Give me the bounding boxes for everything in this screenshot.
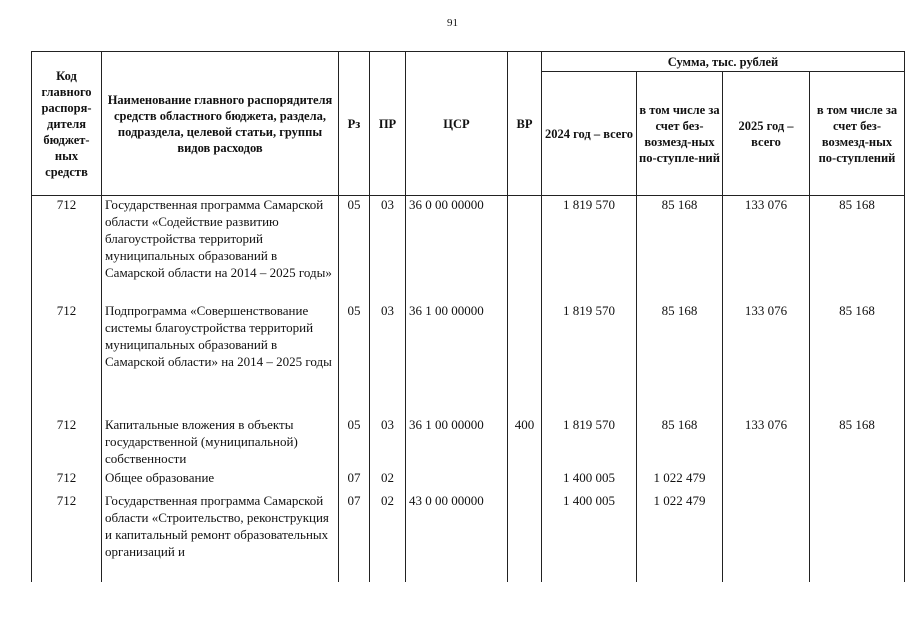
cell-rz: 05 <box>339 416 370 469</box>
cell-2025-free <box>810 492 905 582</box>
cell-vr <box>508 492 542 582</box>
cell-2025-free: 85 168 <box>810 302 905 416</box>
cell-pr: 03 <box>370 416 406 469</box>
cell-2024-total: 1 819 570 <box>542 196 637 302</box>
cell-code: 712 <box>32 469 102 492</box>
cell-csr: 43 0 00 00000 <box>406 492 508 582</box>
cell-2025-free <box>810 469 905 492</box>
cell-pr: 03 <box>370 302 406 416</box>
cell-csr: 36 0 00 00000 <box>406 196 508 302</box>
cell-rz: 07 <box>339 492 370 582</box>
page-number: 91 <box>447 17 458 29</box>
header-2024-free: в том числе за счет без-возмезд-ных по-ступле-ний <box>637 72 723 196</box>
cell-csr: 36 1 00 00000 <box>406 416 508 469</box>
header-pr: ПР <box>370 52 406 196</box>
cell-2024-free: 85 168 <box>637 196 723 302</box>
cell-name: Государственная программа Самарской области «Строительство, реконструкция и капитальный ремонт образовательных организаций и <box>102 492 339 582</box>
cell-code: 712 <box>32 416 102 469</box>
budget-table <box>31 51 905 582</box>
cell-2024-total: 1 400 005 <box>542 492 637 582</box>
cell-rz: 05 <box>339 196 370 302</box>
cell-name: Подпрограмма «Совершенствование системы благоустройства территорий муниципальных образований в Самарской области» на 2014 – 2025 годы <box>102 302 339 416</box>
cell-2025-free: 85 168 <box>810 416 905 469</box>
cell-csr <box>406 469 508 492</box>
header-rz: Рз <box>339 52 370 196</box>
cell-code: 712 <box>32 302 102 416</box>
cell-2024-free: 85 168 <box>637 302 723 416</box>
cell-2025-total: 133 076 <box>723 196 810 302</box>
cell-2025-free: 85 168 <box>810 196 905 302</box>
cell-name: Капитальные вложения в объекты государственной (муниципальной) собственности <box>102 416 339 469</box>
cell-vr: 400 <box>508 416 542 469</box>
cell-2024-total: 1 819 570 <box>542 416 637 469</box>
cell-pr: 02 <box>370 469 406 492</box>
header-2024-total: 2024 год – всего <box>542 72 637 196</box>
cell-2025-total: 133 076 <box>723 302 810 416</box>
table-row <box>32 469 905 492</box>
cell-vr <box>508 302 542 416</box>
header-sum-group: Сумма, тыс. рублей <box>542 52 905 72</box>
header-name: Наименование главного распорядителя средств областного бюджета, раздела, подраздела, целевой статьи, группы видов расходов <box>102 52 339 196</box>
cell-vr <box>508 196 542 302</box>
header-csr: ЦСР <box>406 52 508 196</box>
table-header <box>32 52 905 196</box>
cell-2024-free: 1 022 479 <box>637 492 723 582</box>
cell-code: 712 <box>32 492 102 582</box>
cell-rz: 05 <box>339 302 370 416</box>
cell-csr: 36 1 00 00000 <box>406 302 508 416</box>
header-2025-total: 2025 год – всего <box>723 72 810 196</box>
header-2025-free: в том числе за счет без-возмезд-ных по-ступлений <box>810 72 905 196</box>
cell-2024-free: 85 168 <box>637 416 723 469</box>
table-row <box>32 196 905 302</box>
cell-2025-total <box>723 469 810 492</box>
table-row <box>32 302 905 416</box>
cell-code: 712 <box>32 196 102 302</box>
header-code: Код главного распоря-дителя бюджет-ных средств <box>32 52 102 196</box>
table-body <box>32 196 905 582</box>
cell-2025-total: 133 076 <box>723 416 810 469</box>
table-row <box>32 416 905 469</box>
cell-pr: 03 <box>370 196 406 302</box>
cell-2025-total <box>723 492 810 582</box>
cell-2024-total: 1 819 570 <box>542 302 637 416</box>
header-vr: ВР <box>508 52 542 196</box>
cell-rz: 07 <box>339 469 370 492</box>
cell-pr: 02 <box>370 492 406 582</box>
cell-name: Государственная программа Самарской области «Содействие развитию благоустройства территорий муниципальных образований в Самарской области на 2014 – 2025 годы» <box>102 196 339 302</box>
table-row <box>32 492 905 582</box>
cell-vr <box>508 469 542 492</box>
cell-name: Общее образование <box>102 469 339 492</box>
cell-2024-free: 1 022 479 <box>637 469 723 492</box>
cell-2024-total: 1 400 005 <box>542 469 637 492</box>
